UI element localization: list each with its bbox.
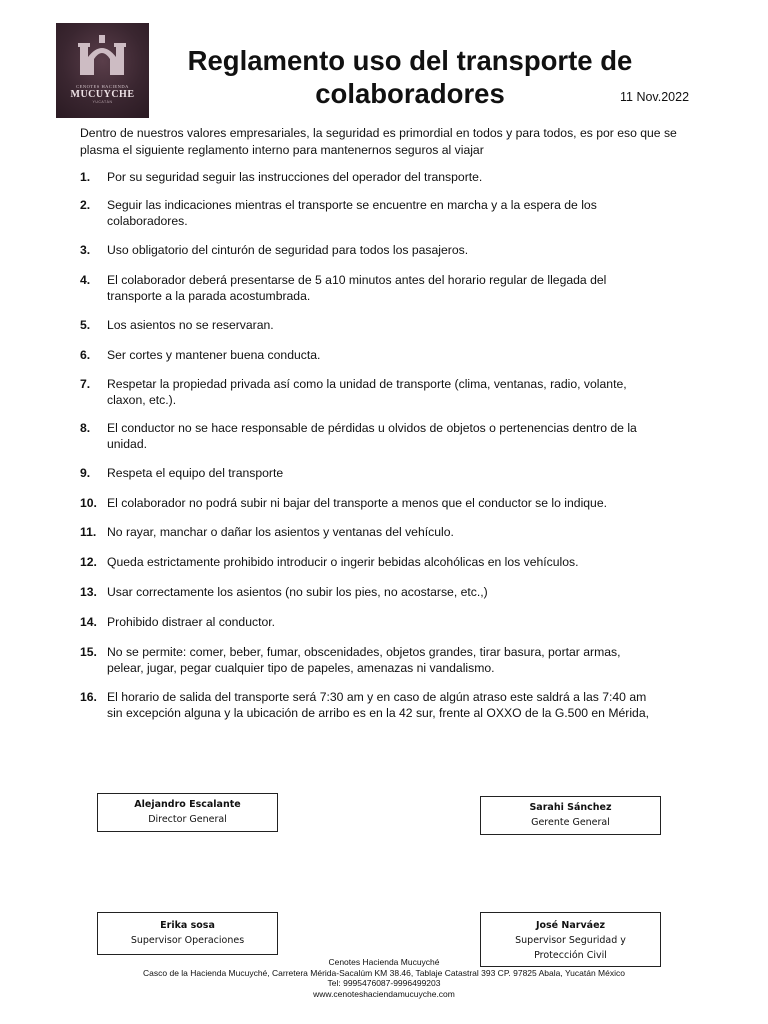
rule-number: 8. <box>80 421 91 435</box>
rule-text: Respetar la propiedad privada así como la unidad de transporte (clima, ventanas, radio, volante, claxon, etc.). <box>107 377 627 407</box>
rule-number: 2. <box>80 198 91 212</box>
document-title <box>170 44 650 110</box>
rule-text: Ser cortes y mantener buena conducta. <box>107 348 321 362</box>
title-line-2: colaboradores <box>315 78 505 109</box>
rule-number: 13. <box>80 585 97 599</box>
rule-text: Respeta el equipo del transporte <box>107 466 284 480</box>
rule-text: Por su seguridad seguir las instrucciones del operador del transporte. <box>107 170 483 184</box>
rule-text: El conductor no se hace responsable de pérdidas u olvidos de objetos o pertenencias dentro de la unidad. <box>107 421 637 451</box>
rule-text: El colaborador deberá presentarse de 5 a10 minutos antes del horario regular de llegada del transporte a la parada acostumbrada. <box>107 273 607 303</box>
rule-text: Seguir las indicaciones mientras el transporte se encuentre en marcha y a la espera de los colaboradores. <box>107 198 597 228</box>
logo-bottom-text: YUCATÁN <box>92 100 113 104</box>
signature-role: Gerente General <box>531 817 610 828</box>
footer-company: Cenotes Hacienda Mucuyché <box>328 957 440 967</box>
signature-name: Erika sosa <box>160 920 215 931</box>
logo-main-text: MUCUYCHE <box>70 89 135 100</box>
footer-phone: Tel: 9995476087-9996499203 <box>327 978 441 988</box>
rule-number: 10. <box>80 496 97 510</box>
document-date: 11 Nov.2022 <box>620 90 690 104</box>
signature-box-operaciones <box>97 912 278 955</box>
rule-text: No se permite: comer, beber, fumar, obscenidades, objetos grandes, tirar basura, portar armas, pelear, jugar, pegar cualquier tipo de papeles, amenazas ni vandalismo. <box>107 645 621 675</box>
signature-name: José Narváez <box>535 920 606 931</box>
rule-number: 6. <box>80 348 91 362</box>
rule-number: 9. <box>80 466 91 480</box>
signature-name: Alejandro Escalante <box>134 799 241 810</box>
rule-text: No rayar, manchar o dañar los asientos y ventanas del vehículo. <box>107 525 454 539</box>
rule-number: 15. <box>80 645 97 659</box>
rule-number: 14. <box>80 615 97 629</box>
signature-role: Director General <box>148 814 227 825</box>
rule-text: El colaborador no podrá subir ni bajar del transporte a menos que el conductor se lo indique. <box>107 496 607 510</box>
footer-website[interactable]: www.cenoteshaciendamucuyche.com <box>313 988 455 999</box>
rule-text: Queda estrictamente prohibido introducir o ingerir bebidas alcohólicas en los vehículos. <box>107 555 579 569</box>
rule-text: Prohibido distraer al conductor. <box>107 615 276 629</box>
title-line-1: Reglamento uso del transporte de <box>187 45 633 76</box>
arch-logo-icon <box>72 33 132 77</box>
rule-number: 5. <box>80 318 91 332</box>
rule-text: Los asientos no se reservaran. <box>107 318 274 332</box>
intro-paragraph: Dentro de nuestros valores empresariales, la seguridad es primordial en todos y para todos, es por eso que se plasma el siguiente reglamento interno para mantenernos seguros al viajar <box>80 126 677 157</box>
rule-number: 4. <box>80 273 91 287</box>
signature-box-gerente <box>480 796 661 835</box>
rule-number: 7. <box>80 377 91 391</box>
signature-role-line-2: Protección Civil <box>534 950 607 961</box>
rule-number: 11. <box>80 525 97 539</box>
signature-name: Sarahi Sánchez <box>529 802 612 813</box>
rule-number: 3. <box>80 243 91 257</box>
rule-text: Uso obligatorio del cinturón de seguridad para todos los pasajeros. <box>107 243 469 257</box>
rule-number: 1. <box>80 170 91 184</box>
footer-address: Casco de la Hacienda Mucuyché, Carretera Mérida-Sacalúm KM 38.46, Tablaje Catastral 393 CP. 97825 Abala, Yucatán México <box>143 967 625 978</box>
logo-top-text: CENOTES HACIENDA <box>76 84 129 89</box>
rule-number: 16. <box>80 690 97 704</box>
rule-text: El horario de salida del transporte será 7:30 am y en caso de algún atraso este saldrá a las 7:40 am sin excepción alguna y la ubicación de arribo es en la 42 sur, frente al OXXO de la G.500 en Mérida, <box>107 690 649 720</box>
company-logo <box>56 23 149 118</box>
signature-role-line-1: Supervisor Seguridad y <box>515 935 626 946</box>
rule-text: Usar correctamente los asientos (no subir los pies, no acostarse, etc.,) <box>107 585 488 599</box>
page-footer <box>0 957 768 999</box>
signature-role: Supervisor Operaciones <box>130 935 245 946</box>
rule-number: 12. <box>80 555 97 569</box>
signature-box-director <box>97 793 278 832</box>
